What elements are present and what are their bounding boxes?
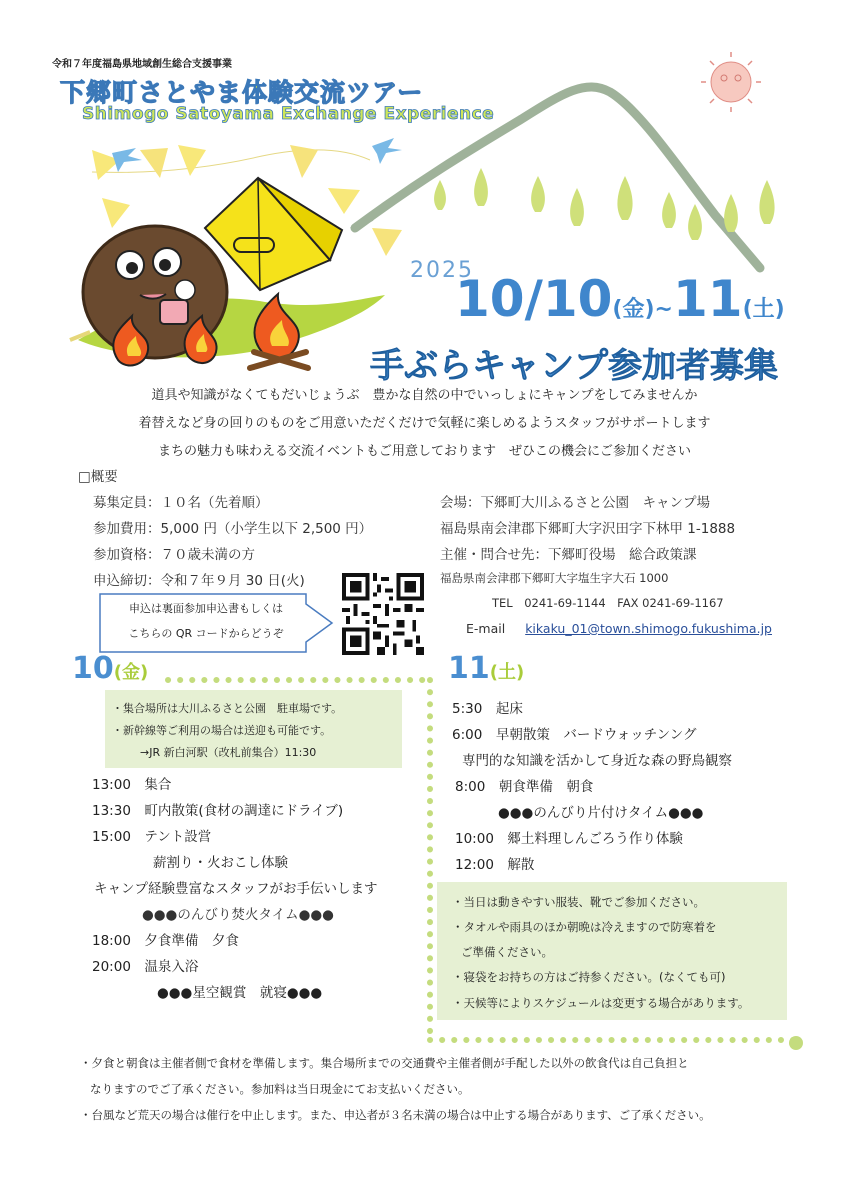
day1-dow: (金) bbox=[113, 662, 149, 683]
venue: 会場：下郷町大川ふるさと公園 キャンプ場 bbox=[440, 495, 710, 511]
day2-schedule-item: 6:00 早朝散策 バードウォッチンング bbox=[452, 727, 697, 743]
application-callout bbox=[100, 596, 312, 652]
day1-schedule-item: 13:00 集合 bbox=[92, 777, 172, 793]
day2-schedule-item: ●●●のんびり片付けタイム●●● bbox=[498, 805, 704, 821]
eligibility: 参加資格：７０歳未満の方 bbox=[93, 547, 255, 563]
sun-icon bbox=[701, 52, 761, 112]
day2-heading bbox=[448, 651, 524, 686]
day2-number: 11 bbox=[448, 651, 490, 686]
email-link[interactable]: kikaku_01@town.shimogo.fukushima.jp bbox=[525, 621, 772, 636]
day1-heading bbox=[72, 651, 148, 686]
date-end: 11 bbox=[672, 270, 743, 328]
overview-heading: □概要 bbox=[78, 469, 118, 485]
day1-note: →JR 新白河駅（改札前集合）11:30 bbox=[140, 746, 317, 759]
callout-line: こちらの QR コードからどうぞ bbox=[128, 627, 284, 640]
date-tilde: ~ bbox=[654, 297, 673, 322]
day1-note: ・集合場所は大川ふるさと公園 駐車場です。 bbox=[112, 702, 343, 715]
day2-note: ・寝袋をお持ちの方はご持参ください。(なくても可) bbox=[452, 970, 726, 984]
day1-schedule-item: 18:00 夕食準備 夕食 bbox=[92, 933, 239, 949]
day1-schedule-item: 薪割り・火おこし体験 bbox=[153, 855, 288, 871]
day1-number: 10 bbox=[72, 651, 114, 686]
day2-note: ・天候等によりスケジュールは変更する場合があります。 bbox=[452, 996, 750, 1010]
dow-start: (金) bbox=[612, 297, 655, 322]
footer-note: ・台風など荒天の場合は催行を中止します。また、申込者が３名未満の場合は中止する場合があります、ご了承ください。 bbox=[80, 1108, 711, 1122]
capacity: 募集定員：１０名（先着順） bbox=[93, 495, 269, 511]
qr-code-icon[interactable] bbox=[342, 573, 424, 655]
day2-note: ・当日は動きやすい服装、靴でご参加ください。 bbox=[452, 895, 705, 909]
day1-schedule-item: 13:30 町内散策(食材の調達にドライブ) bbox=[92, 803, 344, 819]
organizer-address: 福島県南会津郡下郷町大字塩生字大石 1000 bbox=[440, 571, 669, 585]
fee: 参加費用：5,000 円（小学生以下 2,500 円） bbox=[93, 521, 373, 537]
deadline: 申込締切：令和７年９月 30 日(火) bbox=[93, 573, 305, 589]
event-dates bbox=[455, 270, 785, 328]
event-title-japanese: 下郷町さとやま体験交流ツアー bbox=[60, 78, 424, 107]
day2-schedule-item: 5:30 起床 bbox=[452, 701, 523, 717]
day2-schedule-item: 専門的な知識を活かして身近な森の野鳥観察 bbox=[462, 753, 732, 769]
day1-schedule-item: キャンプ経験豊富なスタッフがお手伝いします bbox=[94, 881, 378, 897]
subsidy-program-label: 令和７年度福島県地域創生総合支援事業 bbox=[52, 59, 232, 70]
day2-note: ・タオルや雨具のほか朝晩は冷えますので防寒着を bbox=[452, 920, 717, 934]
day2-note: ご準備ください。 bbox=[461, 945, 553, 959]
venue-address: 福島県南会津郡下郷町大字沢田字下林甲 1-1888 bbox=[440, 521, 736, 537]
date-start: 10/10 bbox=[455, 270, 613, 328]
footer-note: ・夕食と朝食は主催者側で食材を準備します。集合場所までの交通費や主催者側が手配した以外の飲食代は自己負担と bbox=[80, 1056, 689, 1070]
footer-note: なりますのでご了承ください。参加料は当日現金にてお支払いください。 bbox=[90, 1082, 470, 1096]
organizer: 主催・問合せ先：下郷町役場 総合政策課 bbox=[440, 547, 697, 563]
tel-fax: TEL 0241-69-1144 FAX 0241-69-1167 bbox=[492, 596, 724, 610]
intro-line: 道具や知識がなくてもだいじょうぶ 豊かな自然の中でいっしょにキャンプをしてみませんか bbox=[151, 388, 698, 403]
intro-line: 着替えなど身の回りのものをご用意いただくだけで気軽に楽しめるようスタッフがサポートします bbox=[138, 416, 711, 431]
dow-end: (土) bbox=[742, 297, 785, 322]
callout-line: 申込は裏面参加申込書もしくは bbox=[129, 602, 283, 615]
day2-dow: (土) bbox=[489, 662, 525, 683]
email-label: E-mail bbox=[466, 621, 506, 636]
day2-schedule-item: 12:00 解散 bbox=[455, 857, 535, 873]
day1-schedule-item: 15:00 テント設営 bbox=[92, 829, 212, 845]
email-row bbox=[466, 621, 772, 636]
day2-schedule-item: 8:00 朝食準備 朝食 bbox=[455, 779, 594, 795]
event-title-english: Shimogo Satoyama Exchange Experience bbox=[82, 104, 495, 124]
day1-note: ・新幹線等ご利用の場合は送迎も可能です。 bbox=[112, 724, 332, 737]
day1-schedule-item: ●●●のんびり焚火タイム●●● bbox=[142, 907, 334, 923]
intro-line: まちの魅力も味わえる交流イベントもご用意しております ぜひこの機会にご参加ください bbox=[157, 444, 691, 459]
recruitment-headline: 手ぶらキャンプ参加者募集 bbox=[370, 346, 778, 386]
day1-schedule-item: 20:00 温泉入浴 bbox=[92, 959, 199, 975]
event-year: 2025 bbox=[410, 258, 474, 283]
day1-schedule-item: ●●●星空観賞 就寝●●● bbox=[157, 985, 323, 1001]
day2-schedule-item: 10:00 郷土料理しんごろう作り体験 bbox=[455, 831, 683, 847]
